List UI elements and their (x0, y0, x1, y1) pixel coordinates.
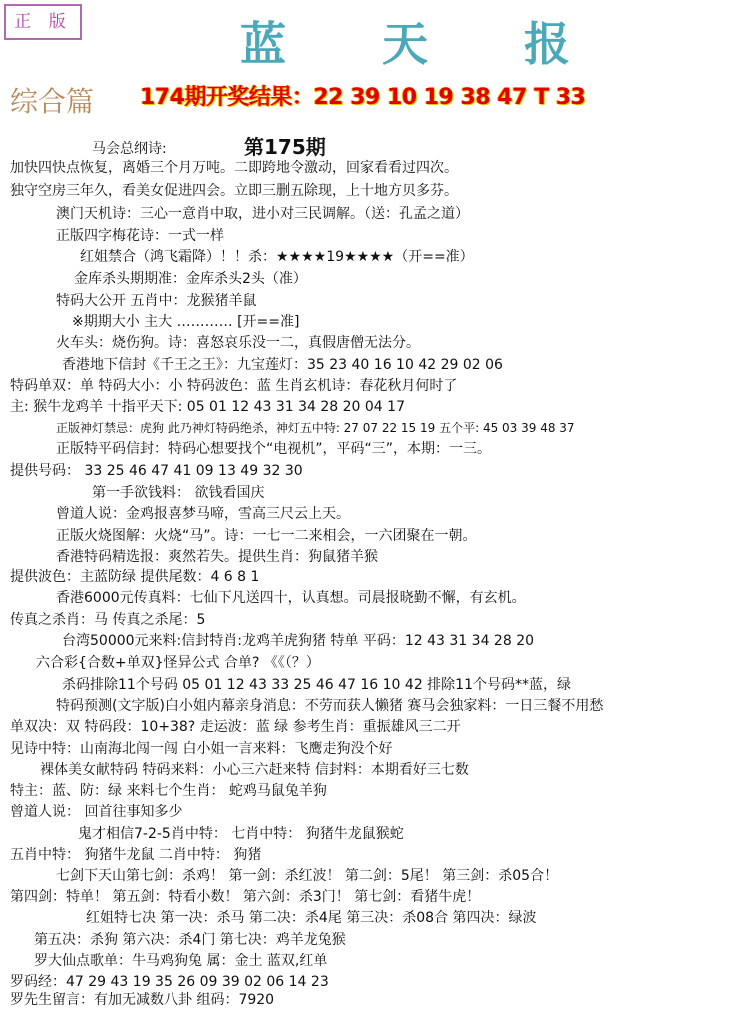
text-line: 特码单双：单 特码大小：小 特码波色：蓝 生肖玄机诗：春花秋月何时了 (10, 378, 458, 394)
text-line: 澳门天机诗：三心一意肖中取，进小对三民调解。（送：孔孟之道） (56, 206, 469, 222)
text-line: 提供波色：主蓝防绿 提供尾数：4 6 8 1 (10, 569, 260, 585)
text-line: 罗先生留言：有加无减数八卦 组码：7920 (10, 992, 275, 1008)
text-line: 马会总纲诗: (92, 141, 167, 157)
text-line: 五肖中特： 狗猪牛龙鼠 二肖中特： 狗猪 (10, 847, 262, 863)
text-line: 提供号码： 33 25 46 47 41 09 13 49 32 30 (10, 463, 303, 479)
text-line: 台湾50000元来料:信封特肖:龙鸡羊虎狗猪 特单 平码：12 43 31 34 28 20 (62, 633, 535, 649)
genuine-badge: 正 版 (4, 4, 82, 40)
text-line: 传真之杀肖：马 传真之杀尾：5 (10, 612, 206, 628)
text-line: 红姐特七决 第一决：杀马 第二决：杀4尾 第三决：杀08合 第四决：绿波 (86, 910, 537, 926)
text-line: 裸体美女献特码 特码来料：小心三六赶来特 信封料：本期看好三七数 (40, 762, 469, 778)
text-line: 主: 猴牛龙鸡羊 十指平天下: 05 01 12 43 31 34 28 20 04 17 (10, 399, 405, 415)
text-line: 特主：蓝、防：绿 来料七个生肖： 蛇鸡马鼠兔羊狗 (10, 783, 327, 799)
text-line: 见诗中特：山南海北闯一闯 白小姐一言来料：飞鹰走狗没个好 (10, 741, 393, 757)
text-line: 特码预测(文字版)白小姐内幕亲身消息：不劳而获人懒猪 赛马会独家料：一日三餐不用愁 (56, 698, 604, 714)
draw-result-banner: 174期开奖结果：22 39 10 19 38 47 T 33 (140, 85, 586, 110)
text-line: 第一手欲钱料： 欲钱看国庆 (92, 485, 265, 501)
text-line: 曾道人说： 回首往事知多少 (10, 804, 183, 820)
text-line: 正版火烧图解：火烧“马”。诗：一七一二来相会，一六团聚在一朝。 (56, 528, 477, 544)
text-line: 红姐禁合（鸿飞霜降）！！杀：★★★★19★★★★（开==准） (80, 249, 474, 265)
text-line: 金库杀头期期准：金库杀头2头（准） (74, 271, 307, 287)
text-line: 鬼才相信7-2-5肖中特： 七肖中特： 狗猪牛龙鼠猴蛇 (78, 826, 404, 842)
text-line: 火车头：烧伤狗。诗：喜怒哀乐没一二，真假唐僧无法分。 (56, 335, 420, 351)
text-line: 正版四字梅花诗：一式一样 (56, 228, 224, 244)
issue-number: 第175期 (244, 135, 326, 159)
text-line: 香港特码精选报：爽然若失。提供生肖：狗鼠猪羊猴 (56, 549, 378, 565)
text-line: 香港地下信封《千王之王》：九宝莲灯：35 23 40 16 10 42 29 02 06 (62, 357, 503, 373)
text-line: 香港6000元传真料：七仙下凡送四十，认真想。司晨报晓勤不懈，有玄机。 (56, 590, 526, 606)
text-line: 正版特平码信封：特码心想要找个“电视机”，平码“三”，本期：一三。 (56, 441, 492, 457)
text-line: 特码大公开 五肖中：龙猴猪羊鼠 (56, 293, 257, 309)
text-line: 六合彩{合数+单双}怪异公式 合单? 《《（？） (36, 655, 320, 671)
text-line: 曾道人说：金鸡报喜梦马啼，雪高三尺云上天。 (56, 506, 350, 522)
section-heading: 综合篇 (10, 85, 95, 118)
text-line: 罗码经：47 29 43 19 35 26 09 39 02 06 14 23 (10, 974, 329, 990)
text-line: 单双决：双 特码段：10+38? 走运波：蓝 绿 参考生肖：重振雄风三二开 (10, 719, 461, 735)
text-line: 正版神灯禁忌：虎狗 此乃神灯特码绝杀，神灯五中特: 27 07 22 15 19 五个平: 45 03 39 48 37 (56, 421, 575, 435)
text-line: 七剑下天山第七剑：杀鸡！ 第一剑：杀红波！ 第二剑：5尾！ 第三剑：杀05合！ (56, 868, 559, 884)
text-line: ※期期大小 主大 ………… [开==准] (72, 314, 300, 330)
text-line: 第五决：杀狗 第六决：杀4门 第七决：鸡羊龙兔猴 (34, 932, 346, 948)
text-line: 罗大仙点歌单：牛马鸡狗兔 属：金土 蓝双,红单 (34, 953, 328, 969)
text-line: 第四剑：特单！ 第五剑：特看小数！ 第六剑：杀3门！ 第七剑：看猪牛虎！ (10, 889, 481, 905)
newspaper-title: 蓝 天 报 (240, 17, 611, 71)
text-line: 杀码排除11个号码 05 01 12 43 33 25 46 47 16 10 42 排除11个号码**蓝，绿 (62, 677, 571, 693)
text-line: 独守空房三年久，看美女促进四会。立即三删五除现，上十地方贝多芬。 (10, 183, 458, 199)
text-line: 加快四快点恢复，离婚三个月万吨。二即跨地令激动，回家看看过四次。 (10, 160, 458, 176)
